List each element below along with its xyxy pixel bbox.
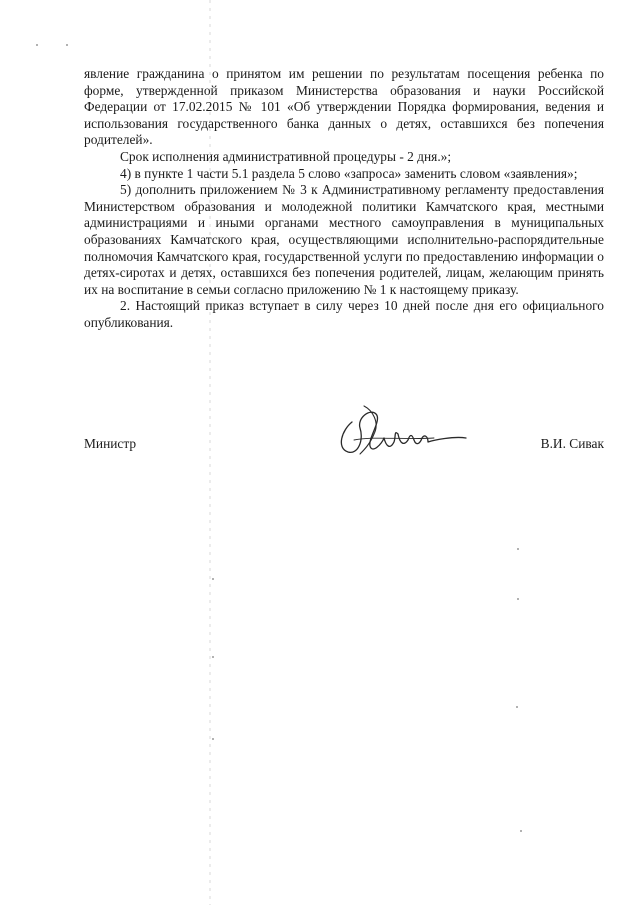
signature-block bbox=[84, 430, 604, 480]
signer-name: В.И. Сивак bbox=[540, 436, 604, 451]
scan-speck bbox=[520, 830, 522, 832]
paragraph-deadline: Срок исполнения административной процедуры - 2 дня.»; bbox=[120, 148, 452, 164]
document-body bbox=[84, 66, 604, 332]
scan-speck bbox=[66, 44, 68, 46]
paragraph-entry-into-force: 2. Настоящий приказ вступает в силу через 10 дней после дня его официального опубликования. bbox=[84, 298, 604, 330]
paragraph-item-4: 4) в пункте 1 части 5.1 раздела 5 слово «запроса» заменить словом «заявления»; bbox=[120, 165, 578, 181]
scan-speck bbox=[36, 44, 38, 46]
scan-speck bbox=[516, 706, 518, 708]
signer-title: Министр bbox=[84, 436, 137, 451]
paragraph-item-5: 5) дополнить приложением № 3 к Административному регламенту предоставления Министерством образования и молодежной политики Камчатского края, местными администрациями и иными органами местного самоуправления в муниципальных образованиях Камчатского края, осуществляющими исполнительно-распорядительные полномочия Камчатского края, государственной услуги по предоставлению информации о детях-сиротах и детях, оставшихся без попечения родителей, лицам, желающим принять их на воспитание в семьи согласно приложению № 1 к настоящему приказу. bbox=[84, 182, 604, 297]
scan-speck bbox=[212, 656, 214, 658]
scan-speck bbox=[212, 738, 214, 740]
scan-speck bbox=[517, 548, 519, 550]
handwritten-signature bbox=[324, 400, 474, 470]
paragraph-continuation: явление гражданина о принятом им решении по результатам посещения ребенка по форме, утвержденной приказом Министерства образования и науки Российской Федерации от 17.02.2015 № 101 «Об утверждении Порядка формирования, ведения и использования государственного банка данных о детях, оставшихся без попечения родителей». bbox=[84, 66, 604, 148]
scan-speck bbox=[212, 578, 214, 580]
scan-speck bbox=[517, 598, 519, 600]
